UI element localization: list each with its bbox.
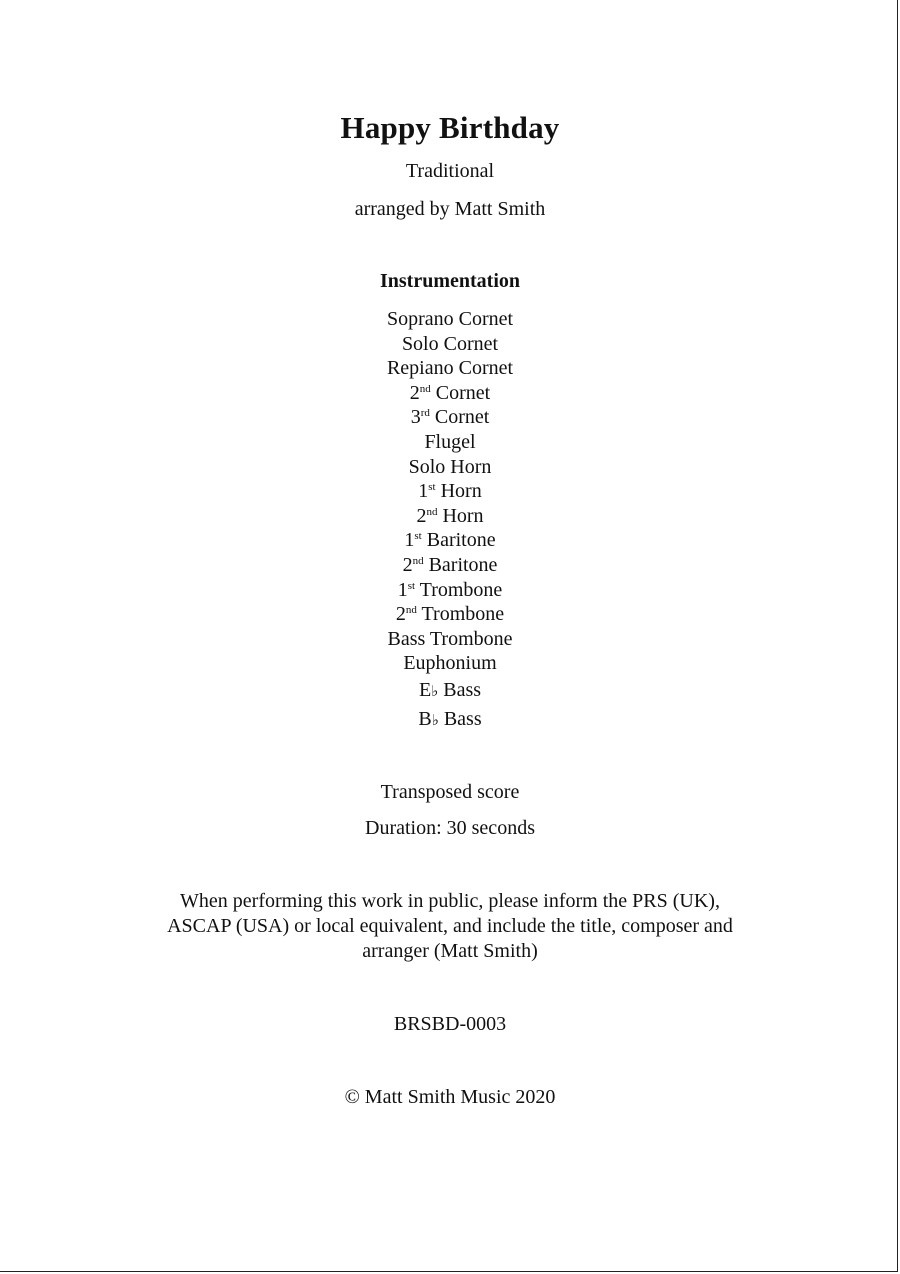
instrument-item: Solo Horn [408,455,492,478]
notice-line: When performing this work in public, please inform the PRS (UK), [180,890,720,912]
instrument-item: Bass Trombone [387,627,513,650]
instrument-item: 3rd Cornet [410,406,490,429]
instrument-item: Soprano Cornet [386,308,514,330]
instrument-item: Flugel [424,430,476,453]
instrument-item: 1st Horn [418,480,482,503]
notice-line: arranger (Matt Smith) [362,940,538,962]
instrument-item: 2nd Horn [416,504,484,527]
instrument-item: Euphonium [403,652,497,675]
copyright-notice: © Matt Smith Music 2020 [344,1086,556,1108]
instrument-item: 1st Trombone [397,578,503,601]
arranger-credit: arranged by Matt Smith [354,198,546,220]
flat-symbol: ♭ [431,711,439,730]
instrument-item: 2nd Trombone [395,603,505,626]
instrumentation-list [0,307,900,735]
duration: Duration: 30 seconds [365,817,535,839]
instrument-item: B♭ Bass [418,708,482,731]
score-type: Transposed score [380,781,520,803]
flat-symbol: ♭ [431,681,439,700]
performance-notice [0,889,900,964]
catalog-number: BRSBD-0003 [393,1013,507,1035]
instrument-item: Solo Cornet [401,332,499,355]
instrument-item: 1st Baritone [404,529,496,552]
instrumentation-heading: Instrumentation [379,270,520,292]
piece-title: Happy Birthday [340,110,560,145]
instrument-item: Repiano Cornet [386,357,514,380]
composer-credit: Traditional [405,160,495,182]
notice-line: ASCAP (USA) or local equivalent, and include the title, composer and [167,915,733,937]
instrument-item: E♭ Bass [418,678,482,701]
instrument-item: 2nd Baritone [402,553,498,576]
instrument-item: 2nd Cornet [409,381,491,404]
